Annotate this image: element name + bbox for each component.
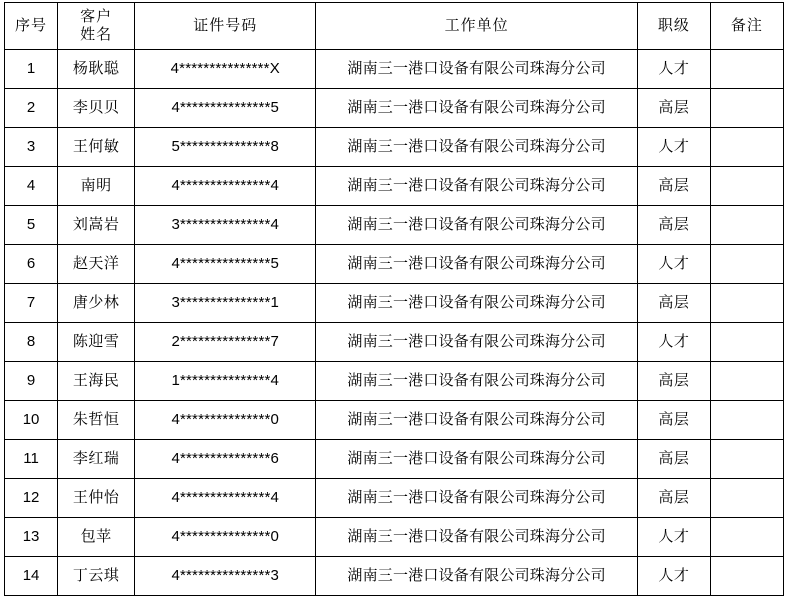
table-row [5,50,784,89]
cell-id-number: 4***************0 [135,518,316,557]
cell-id-number: 3***************1 [135,284,316,323]
cell-work-unit: 湖南三一港口设备有限公司珠海分公司 [316,167,637,206]
cell-rank: 高层 [637,362,710,401]
table-row [5,323,784,362]
cell-rank: 人才 [637,518,710,557]
cell-id-number: 4***************3 [135,557,316,596]
cell-rank: 高层 [637,284,710,323]
table-row [5,479,784,518]
table-row [5,518,784,557]
cell-sequence: 2 [5,89,58,128]
cell-sequence: 6 [5,245,58,284]
table-row [5,440,784,479]
cell-rank: 高层 [637,89,710,128]
table-row [5,362,784,401]
cell-rank: 高层 [637,440,710,479]
cell-work-unit: 湖南三一港口设备有限公司珠海分公司 [316,440,637,479]
cell-work-unit: 湖南三一港口设备有限公司珠海分公司 [316,401,637,440]
cell-id-number: 4***************5 [135,245,316,284]
cell-remark [710,206,783,245]
cell-remark [710,518,783,557]
cell-remark [710,479,783,518]
cell-work-unit: 湖南三一港口设备有限公司珠海分公司 [316,206,637,245]
cell-id-number: 1***************4 [135,362,316,401]
column-header-sequence: 序号 [5,3,58,50]
cell-rank: 高层 [637,167,710,206]
header-row [5,3,784,50]
cell-sequence: 12 [5,479,58,518]
cell-work-unit: 湖南三一港口设备有限公司珠海分公司 [316,89,637,128]
cell-sequence: 7 [5,284,58,323]
table-row [5,89,784,128]
cell-id-number: 2***************7 [135,323,316,362]
cell-id-number: 4***************4 [135,479,316,518]
cell-customer-name: 包苹 [58,518,135,557]
cell-customer-name: 丁云琪 [58,557,135,596]
cell-customer-name: 李红瑞 [58,440,135,479]
cell-work-unit: 湖南三一港口设备有限公司珠海分公司 [316,518,637,557]
cell-rank: 人才 [637,128,710,167]
cell-id-number: 4***************6 [135,440,316,479]
cell-remark [710,284,783,323]
table-header [5,3,784,50]
cell-id-number: 4***************4 [135,167,316,206]
document-page [0,2,794,616]
cell-work-unit: 湖南三一港口设备有限公司珠海分公司 [316,50,637,89]
column-header-rank: 职级 [637,3,710,50]
cell-sequence: 5 [5,206,58,245]
cell-rank: 高层 [637,206,710,245]
table-row [5,245,784,284]
cell-customer-name: 陈迎雪 [58,323,135,362]
cell-sequence: 3 [5,128,58,167]
cell-work-unit: 湖南三一港口设备有限公司珠海分公司 [316,479,637,518]
cell-sequence: 11 [5,440,58,479]
cell-rank: 人才 [637,245,710,284]
table-row [5,557,784,596]
column-header-id-number: 证件号码 [135,3,316,50]
cell-sequence: 13 [5,518,58,557]
customer-roster-table [4,2,784,596]
cell-id-number: 4***************X [135,50,316,89]
cell-remark [710,323,783,362]
cell-sequence: 4 [5,167,58,206]
table-body [5,50,784,596]
cell-remark [710,245,783,284]
cell-id-number: 3***************4 [135,206,316,245]
cell-id-number: 4***************0 [135,401,316,440]
cell-rank: 人才 [637,557,710,596]
cell-sequence: 8 [5,323,58,362]
cell-remark [710,167,783,206]
cell-customer-name: 王仲怡 [58,479,135,518]
cell-work-unit: 湖南三一港口设备有限公司珠海分公司 [316,128,637,167]
cell-remark [710,362,783,401]
cell-customer-name: 杨耿聪 [58,50,135,89]
cell-customer-name: 李贝贝 [58,89,135,128]
cell-rank: 高层 [637,479,710,518]
cell-work-unit: 湖南三一港口设备有限公司珠海分公司 [316,323,637,362]
cell-customer-name: 刘嵩岩 [58,206,135,245]
cell-customer-name: 王海民 [58,362,135,401]
cell-work-unit: 湖南三一港口设备有限公司珠海分公司 [316,557,637,596]
cell-sequence: 1 [5,50,58,89]
cell-customer-name: 朱哲恒 [58,401,135,440]
cell-sequence: 14 [5,557,58,596]
cell-rank: 高层 [637,401,710,440]
column-header-work-unit: 工作单位 [316,3,637,50]
table-row [5,284,784,323]
cell-work-unit: 湖南三一港口设备有限公司珠海分公司 [316,284,637,323]
cell-id-number: 4***************5 [135,89,316,128]
cell-remark [710,50,783,89]
cell-sequence: 10 [5,401,58,440]
cell-customer-name: 唐少林 [58,284,135,323]
cell-remark [710,128,783,167]
cell-remark [710,440,783,479]
cell-rank: 人才 [637,50,710,89]
cell-remark [710,557,783,596]
table-row [5,401,784,440]
cell-work-unit: 湖南三一港口设备有限公司珠海分公司 [316,245,637,284]
cell-customer-name: 王何敏 [58,128,135,167]
table-row [5,128,784,167]
cell-rank: 人才 [637,323,710,362]
cell-customer-name: 南明 [58,167,135,206]
table-row [5,167,784,206]
cell-remark [710,401,783,440]
cell-work-unit: 湖南三一港口设备有限公司珠海分公司 [316,362,637,401]
cell-id-number: 5***************8 [135,128,316,167]
column-header-remark: 备注 [710,3,783,50]
table-row [5,206,784,245]
column-header-customer-name-line1: 客户 [80,8,113,26]
column-header-customer-name [58,3,135,50]
cell-customer-name: 赵天洋 [58,245,135,284]
column-header-customer-name-line2: 姓名 [80,26,113,43]
cell-sequence: 9 [5,362,58,401]
cell-remark [710,89,783,128]
